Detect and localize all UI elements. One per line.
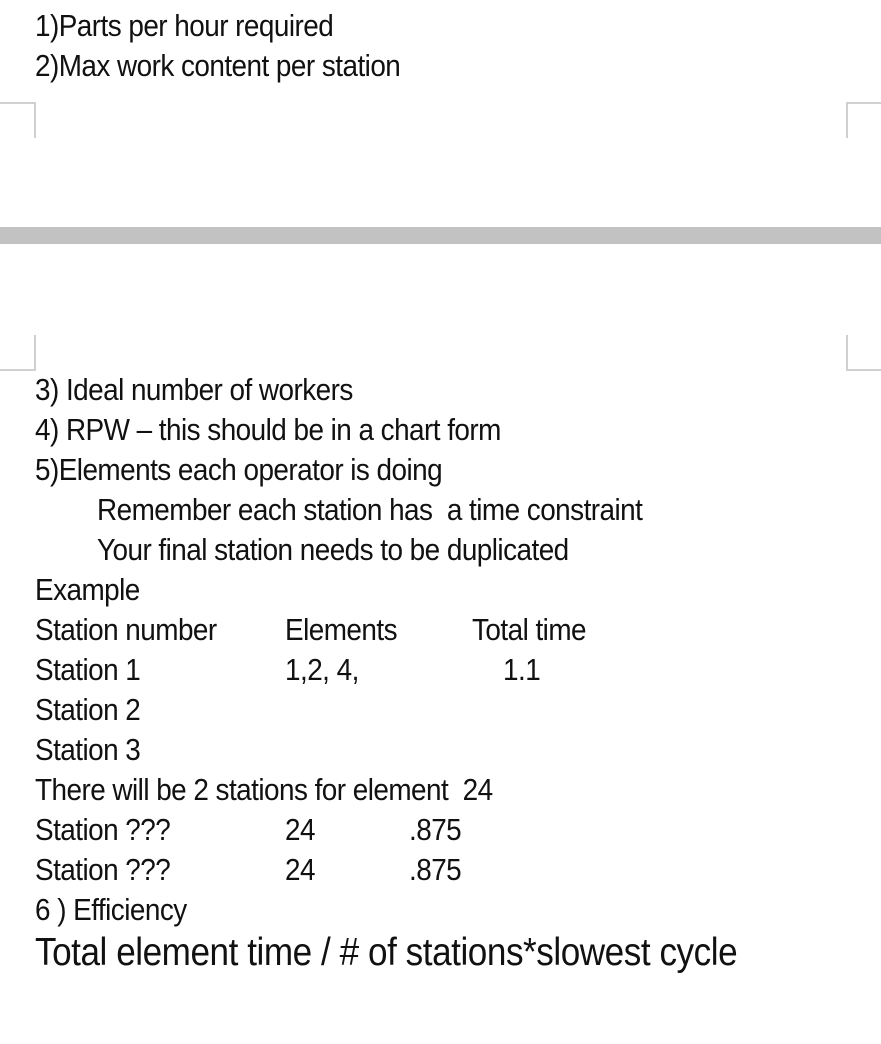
page-corner-marker: [846, 102, 881, 138]
duplicate-station-time: .875: [409, 852, 462, 887]
table-header-station: Station number: [35, 612, 217, 647]
page-corner-marker: [846, 335, 881, 371]
note-time-constraint: Remember each station has a time constraint: [97, 492, 643, 527]
page-corner-marker: [0, 335, 36, 371]
duplicate-station-element: 24: [285, 852, 315, 887]
question-ideal-workers: 3) Ideal number of workers: [35, 372, 353, 407]
page-break-divider: [0, 227, 881, 244]
duplicate-station-name: Station ???: [35, 812, 171, 847]
table-cell-elements: 1,2, 4,: [285, 652, 359, 687]
question-efficiency: 6 ) Efficiency: [35, 892, 187, 927]
question-parts-per-hour: 1)Parts per hour required: [35, 8, 334, 43]
question-elements-per-operator: 5)Elements each operator is doing: [35, 452, 443, 487]
table-cell-station: Station 3: [35, 732, 141, 767]
table-cell-station: Station 1: [35, 652, 141, 687]
duplicate-station-element: 24: [285, 812, 315, 847]
example-label: Example: [35, 572, 140, 607]
table-cell-total-time: 1.1: [503, 652, 541, 687]
duplicate-station-note: There will be 2 stations for element 24: [35, 772, 493, 807]
duplicate-station-time: .875: [409, 812, 462, 847]
efficiency-formula: Total element time / # of stations*slowest cycle: [35, 931, 738, 974]
question-rpw: 4) RPW – this should be in a chart form: [35, 412, 501, 447]
question-max-work-content: 2)Max work content per station: [35, 48, 401, 83]
page-corner-marker: [0, 102, 36, 138]
table-header-elements: Elements: [285, 612, 397, 647]
table-cell-station: Station 2: [35, 692, 141, 727]
duplicate-station-name: Station ???: [35, 852, 171, 887]
table-header-total-time: Total time: [472, 612, 587, 647]
note-duplicate-final-station: Your final station needs to be duplicated: [97, 532, 569, 567]
